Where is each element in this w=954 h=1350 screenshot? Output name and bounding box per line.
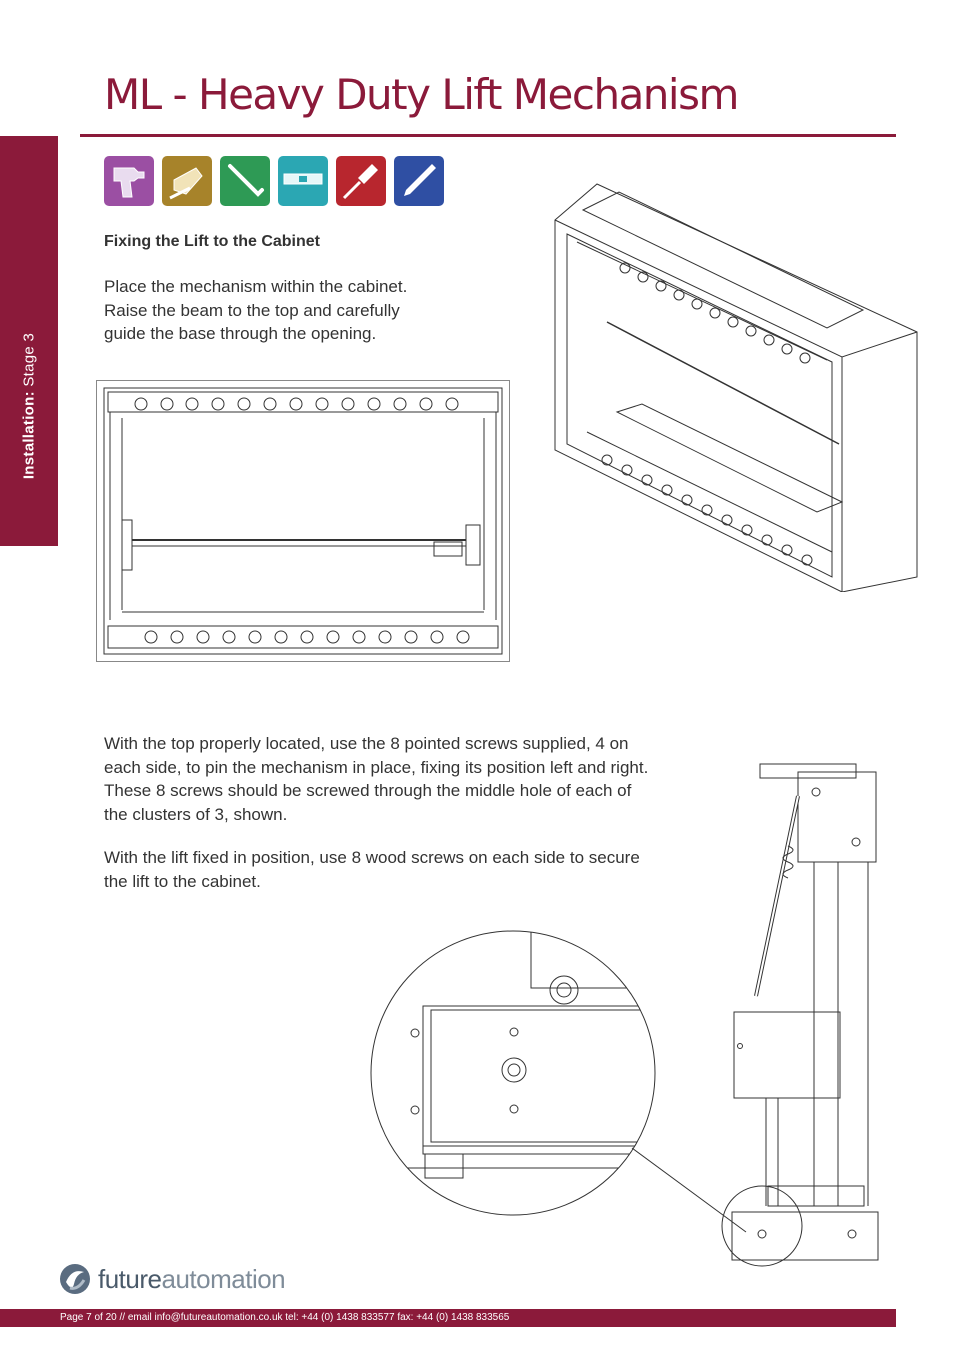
section-heading: Fixing the Lift to the Cabinet (104, 233, 320, 250)
zoom-leader-line (630, 1140, 750, 1240)
logo-part2: automation (161, 1263, 286, 1294)
zoom-detail-drawing (368, 928, 658, 1218)
footer-text: Page 7 of 20 // email info@futureautomation.co.uk tel: +44 (0) 1438 833577 fax: +44 (0) 1438 833565 (60, 1312, 510, 1323)
title-divider (80, 134, 896, 137)
footer-bar (0, 1309, 896, 1327)
side-tab (0, 136, 58, 546)
company-logo (58, 1262, 285, 1296)
swirl-logo-icon (58, 1262, 92, 1296)
side-tab-stage: Stage 3 (20, 332, 38, 392)
spirit-level-icon (278, 156, 328, 206)
side-tab-bold: Installation: (20, 391, 38, 480)
allen-key-icon (220, 156, 270, 206)
front-view-drawing (96, 380, 510, 662)
cabinet-isometric-drawing (547, 182, 919, 592)
page-title: ML - Heavy Duty Lift Mechanism (104, 70, 738, 119)
tools-row (104, 156, 444, 206)
paragraph-1: Place the mechanism within the cabinet. Raise the beam to the top and carefully guide the base through the opening. (104, 277, 408, 343)
tape-measure-icon (162, 156, 212, 206)
side-tab-label (21, 333, 38, 479)
paragraph-3: With the lift fixed in position, use 8 wood screws on each side to secure the lift to the cabinet. (104, 848, 640, 891)
drill-icon (104, 156, 154, 206)
logo-wordmark (98, 1264, 285, 1295)
screwdriver-icon (336, 156, 386, 206)
logo-part1: future (98, 1263, 162, 1294)
paragraph-2: With the top properly located, use the 8 pointed screws supplied, 4 on each side, to pin the mechanism in place, fixing its position left and right. These 8 screws should be screwed through the middle hole of each of the clusters of 3, shown. (104, 734, 649, 824)
pencil-icon (394, 156, 444, 206)
